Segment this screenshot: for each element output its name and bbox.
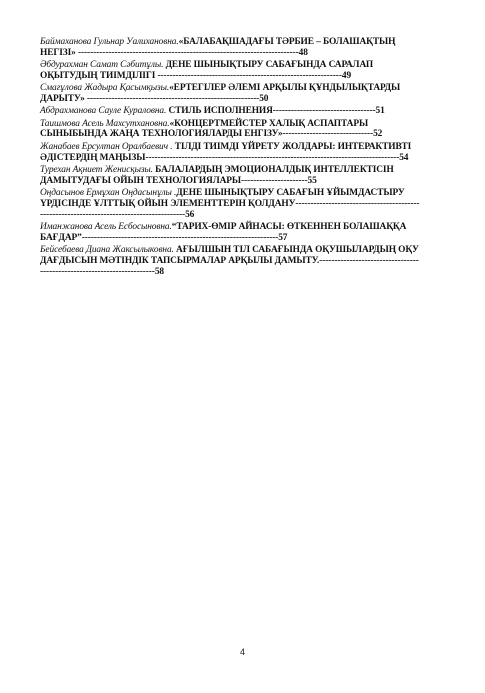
toc-title: ДЕНЕ ШЫНЫҚТЫРУ САБАҒЫНДА САРАЛАП ОҚЫТУДЫҢ ТИІМДІЛІГІ <box>40 60 374 82</box>
page-number: 4 <box>239 647 245 657</box>
toc-title: БАЛАЛАРДЫҢ ЭМОЦИОНАЛДЫҚ ИНТЕЛЛЕКТІСІН ДАМЫТУДАҒЫ ОЙЫН ТЕХНОЛОГИЯЛАРЫ <box>40 164 394 186</box>
toc-author: Баймаханова Гульнар Уалихановна. <box>40 37 179 47</box>
toc-page-number: 49 <box>341 71 352 82</box>
toc-page-number: 52 <box>373 129 383 140</box>
toc-leader: ----------------------------------------------------------------------- <box>40 255 419 277</box>
toc-author: Турехан Ақниет Женисқызы. <box>40 164 156 175</box>
toc-entry <box>40 165 420 187</box>
toc-page-number: 51 <box>375 106 385 117</box>
toc-leader: ----------------------------------------------------------------- <box>81 232 279 243</box>
toc-leader: --------------------------------------------------------- <box>84 94 260 105</box>
toc-entry <box>40 245 420 278</box>
toc-author: Әбдурахман Самат Сәбитұлы. <box>40 60 166 71</box>
table-of-contents <box>40 37 420 279</box>
toc-page-number: 54 <box>399 152 409 163</box>
toc-author: Смағұлова Жадыра Қасымқызы. <box>40 83 170 94</box>
toc-author: Абдрахманова Сауле Кураловна. <box>40 106 169 117</box>
toc-author: Оңдасынов Ермұхан Оңдасынұлы . <box>40 187 177 198</box>
toc-title: СТИЛЬ ИСПОЛНЕНИЯ <box>168 106 273 117</box>
toc-title: “ТАРИХ-ӨМІР АЙНАСЫ: ӨТКЕННЕН БОЛАШАҚҚА БАҒДАР” <box>40 221 407 243</box>
toc-title: «КОНЦЕРТМЕЙСТЕР ХАЛЫҚ АСПАПТАРЫ СЫНЫБЫНДА ЖАҢА ТЕХНОЛОГИЯЛАРДЫ ЕНГІЗУ» <box>40 118 369 140</box>
toc-leader: ------------------------------ <box>282 129 374 140</box>
toc-leader: ------------------------------------------------------------------------- <box>75 47 299 58</box>
toc-leader: ---------------------------------- <box>272 106 376 117</box>
toc-page-number: 58 <box>154 266 165 277</box>
toc-author: Жанабаев Ерсултан Оралбаевич . <box>40 141 173 152</box>
toc-entry <box>40 142 420 164</box>
toc-leader: ----------------------------------------------------------------------------------------- <box>40 198 420 220</box>
toc-author: Таишмова Асель Махсутхановна. <box>40 118 170 129</box>
toc-leader: ------------------------------------------------------------------------------------ <box>145 152 400 163</box>
toc-entry <box>40 222 420 244</box>
toc-entry <box>40 83 420 105</box>
toc-page-number: 48 <box>298 47 308 58</box>
toc-page-number: 55 <box>307 175 317 186</box>
toc-title: АҒЫЛШЫН ТІЛ САБАҒЫНДА ОҚУШЫЛАРДЫҢ ОҚУ ДАҒДЫСЫН МӘТІНДІК ТАПСЫРМАЛАР АРҚЫЛЫ ДАМЫТУ. <box>40 244 419 266</box>
toc-entry <box>40 37 420 59</box>
toc-leader: ---------------------- <box>241 175 308 186</box>
toc-title: «БАЛАБАҚШАДАҒЫ ТӘРБИЕ – БОЛАШАҚТЫҢ НЕГІЗІ» <box>40 37 396 58</box>
toc-author: Иманжанова Асель Есбосыновна. <box>40 221 172 232</box>
toc-title: ТІЛДІ ТИІМДІ ҮЙРЕТУ ЖОЛДАРЫ: ИНТЕРАКТИВТІ ӘДІСТЕРДІҢ МАҢЫЗЫ <box>40 141 412 163</box>
toc-entry <box>40 188 420 221</box>
toc-page-number: 57 <box>278 232 288 243</box>
toc-author: Бейсебаева Диана Жаксылыковна. <box>40 244 177 255</box>
toc-leader: ------------------------------------------------------------- <box>155 71 342 82</box>
toc-entry <box>40 106 420 117</box>
toc-entry <box>40 60 420 82</box>
toc-page-number: 56 <box>185 209 195 220</box>
toc-entry <box>40 119 420 141</box>
toc-page-number: 50 <box>259 94 269 105</box>
toc-title: «ЕРТЕГІЛЕР ӘЛЕМІ АРҚЫЛЫ ҚҰНДЫЛЫҚТАРДЫ ДАРЫТУ» <box>40 83 401 105</box>
toc-title: ДЕНЕ ШЫНЫҚТЫРУ САБАҒЫН ҰЙЫМДАСТЫРУ ҮРДІСІНДЕ ҰЛТТЫҚ ОЙЫН ЭЛЕМЕНТТЕРІН ҚОЛДАНУ <box>40 187 405 209</box>
